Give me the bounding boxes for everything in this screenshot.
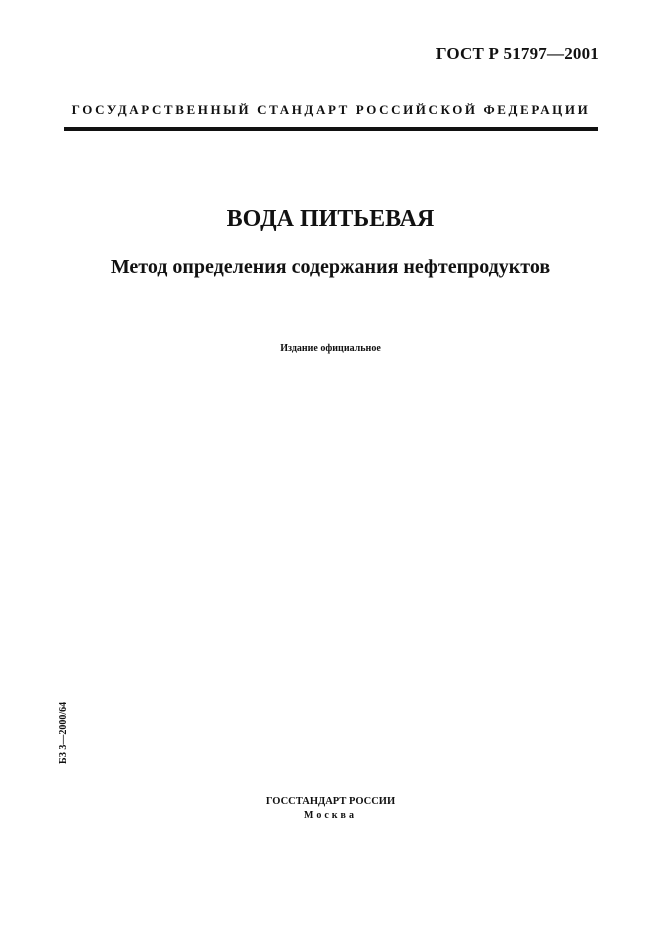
page-title: ВОДА ПИТЬЕВАЯ [226,206,435,232]
page-subtitle: Метод определения содержания нефтепродуктов [110,256,551,278]
edition-label: Издание официальное [280,343,381,354]
publisher-city: Москва [304,810,357,821]
document-code: ГОСТ Р 51797—2001 [435,44,599,63]
header-divider [64,127,598,131]
publisher-name: ГОССТАНДАРТ РОССИИ [265,796,396,807]
state-standard-heading: ГОСУДАРСТВЕННЫЙ СТАНДАРТ РОССИЙСКОЙ ФЕДЕРАЦИИ [71,102,591,117]
side-catalog-code: БЗ 3—2000/64 [58,701,69,765]
